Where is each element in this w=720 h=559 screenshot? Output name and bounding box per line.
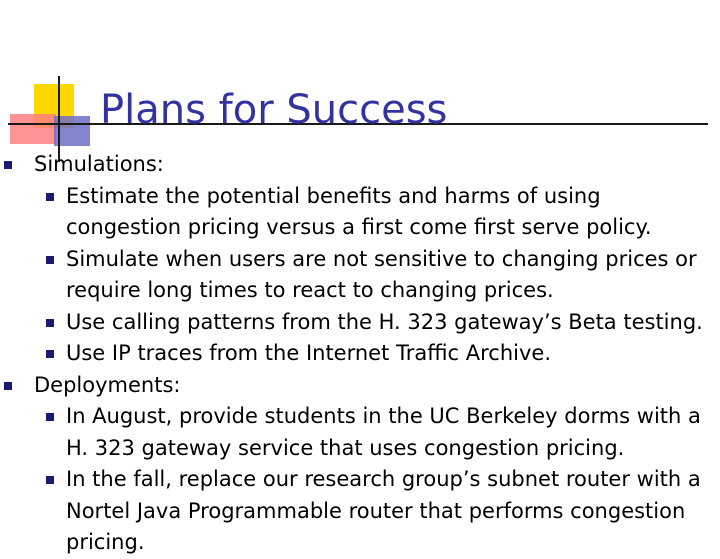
decor-red-square bbox=[10, 114, 56, 144]
list-item-continued bbox=[0, 496, 720, 528]
list-item-continued bbox=[0, 212, 720, 244]
list-item bbox=[0, 338, 720, 370]
square-bullet-icon bbox=[4, 161, 12, 169]
list-item-continued bbox=[0, 275, 720, 307]
section-heading-row bbox=[0, 149, 720, 181]
square-bullet-icon bbox=[4, 382, 12, 390]
list-item-text: congestion pricing versus a first come first serve policy. bbox=[66, 215, 652, 239]
list-item bbox=[0, 401, 720, 433]
square-bullet-icon bbox=[46, 476, 54, 484]
list-item bbox=[0, 307, 720, 339]
list-item-continued bbox=[0, 433, 720, 465]
list-item-text: Estimate the potential benefits and harms of using bbox=[66, 183, 601, 208]
list-item-text: Use calling patterns from the H. 323 gateway’s Beta testing. bbox=[66, 309, 703, 334]
list-item-text: Use IP traces from the Internet Traffic Archive. bbox=[66, 341, 552, 365]
square-bullet-icon bbox=[46, 193, 54, 201]
square-bullet-icon bbox=[46, 256, 54, 264]
list-item-text: In August, provide students in the UC Berkeley dorms with a bbox=[66, 404, 701, 428]
section-heading: Deployments: bbox=[34, 372, 181, 397]
square-bullet-icon bbox=[46, 413, 54, 421]
square-bullet-icon bbox=[46, 319, 54, 327]
list-item-text: H. 323 gateway service that uses congestion pricing. bbox=[66, 435, 625, 460]
section-heading: Simulations: bbox=[34, 152, 164, 176]
list-item-text: require long times to react to changing prices. bbox=[66, 278, 554, 302]
list-item-text: In the fall, replace our research group’s subnet router with a bbox=[66, 467, 701, 491]
list-item-text: Nortel Java Programmable router that performs congestion bbox=[66, 498, 686, 523]
slide-title: Plans for Success bbox=[100, 87, 448, 133]
section-heading-row bbox=[0, 370, 720, 402]
list-item-text: pricing. bbox=[66, 530, 145, 554]
list-item bbox=[0, 244, 720, 276]
slide-body bbox=[0, 149, 720, 559]
list-item bbox=[0, 181, 720, 213]
square-bullet-icon bbox=[46, 350, 54, 358]
list-item-continued bbox=[0, 527, 720, 559]
list-item bbox=[0, 464, 720, 496]
list-item-text: Simulate when users are not sensitive to changing prices or bbox=[66, 246, 697, 271]
